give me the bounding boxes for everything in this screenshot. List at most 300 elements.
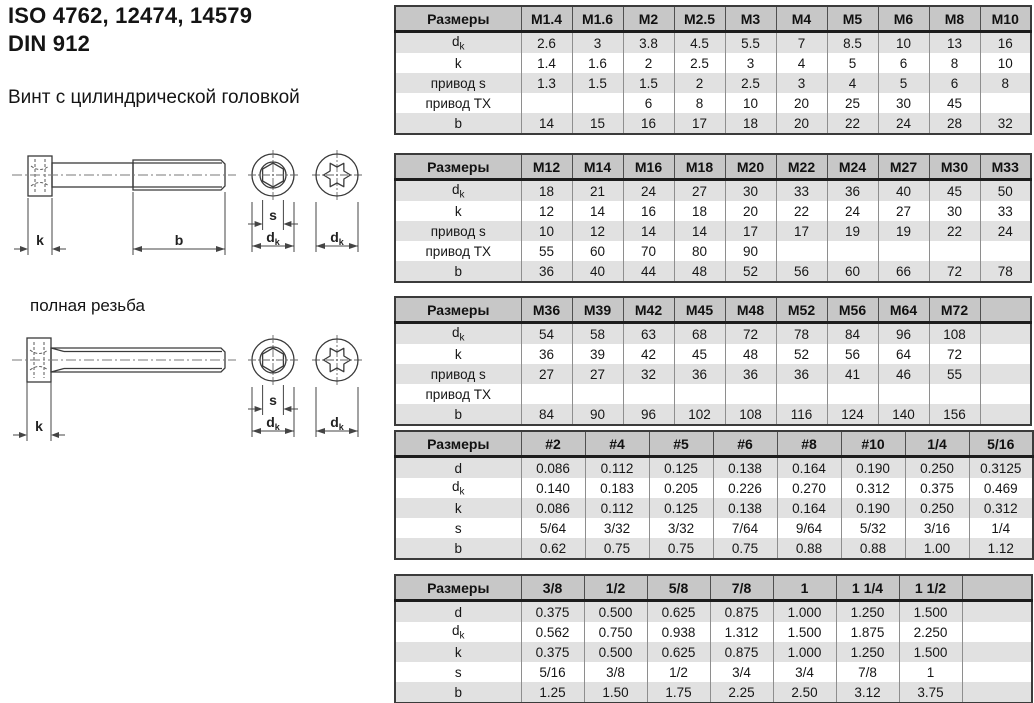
table-cell: 5: [827, 53, 878, 73]
table-cell: 3.75: [899, 682, 962, 703]
dimensions-table-1: [394, 5, 1032, 135]
table-row: [395, 682, 1032, 703]
table-cell: 0.140: [521, 478, 585, 498]
table-cell: 96: [878, 323, 929, 345]
table-cell: 3: [572, 32, 623, 54]
column-header: M33: [980, 154, 1031, 180]
table-cell: 3.12: [836, 682, 899, 703]
row-label: b: [395, 538, 521, 559]
table-row: [395, 113, 1031, 134]
table-cell: 52: [725, 261, 776, 282]
table-cell: 1.000: [773, 601, 836, 623]
table-cell: 7/64: [713, 518, 777, 538]
column-header: M52: [776, 297, 827, 323]
table-cell: 1.3: [521, 73, 572, 93]
row-label: привод TX: [425, 243, 491, 259]
table-cell: 52: [776, 344, 827, 364]
column-header: M6: [878, 6, 929, 32]
table-cell: 1.000: [773, 642, 836, 662]
table-cell: 3.8: [623, 32, 674, 54]
table-cell: 4.5: [674, 32, 725, 54]
column-header: #5: [649, 431, 713, 457]
table-cell: 1.500: [899, 642, 962, 662]
table-cell: 102: [674, 404, 725, 425]
table-cell: 24: [980, 221, 1031, 241]
table-cell: 0.750: [584, 622, 647, 642]
row-label: k: [395, 498, 521, 518]
table-cell: 20: [776, 113, 827, 134]
table-cell: [521, 93, 572, 113]
table-cell: 25: [827, 93, 878, 113]
table-cell: 27: [878, 201, 929, 221]
table-cell: 4: [827, 73, 878, 93]
table-cell: 6: [623, 93, 674, 113]
column-header: 5/16: [969, 431, 1033, 457]
column-header: 1/4: [905, 431, 969, 457]
column-header: M1.6: [572, 6, 623, 32]
table-cell: [962, 642, 1032, 662]
table-cell: 80: [674, 241, 725, 261]
table-cell: 8: [929, 53, 980, 73]
row-label: d: [395, 457, 521, 479]
table-cell: 14: [572, 201, 623, 221]
table-cell: 14: [674, 221, 725, 241]
screw-drawing-partial-thread: [8, 146, 370, 278]
dim-label-k: k: [35, 418, 43, 434]
column-header: M48: [725, 297, 776, 323]
column-header: #4: [585, 431, 649, 457]
column-header: M24: [827, 154, 878, 180]
table-cell: 156: [929, 404, 980, 425]
table-cell: 46: [878, 364, 929, 384]
table-cell: 0.164: [777, 457, 841, 479]
table-cell: 36: [674, 364, 725, 384]
table-cell: 124: [827, 404, 878, 425]
table-cell: [980, 364, 1031, 384]
table-cell: 3/32: [585, 518, 649, 538]
table-cell: 68: [674, 323, 725, 345]
column-header: M42: [623, 297, 674, 323]
row-label: $d_k$: [395, 323, 521, 345]
table-cell: 12: [521, 201, 572, 221]
column-header: 7/8: [710, 575, 773, 601]
column-header: M4: [776, 6, 827, 32]
dimension-lines: [14, 192, 225, 255]
table-cell: 4: [776, 53, 827, 73]
table-cell: 90: [572, 404, 623, 425]
table-cell: 0.164: [777, 498, 841, 518]
column-header: M20: [725, 154, 776, 180]
table-cell: 27: [521, 364, 572, 384]
column-header: #8: [777, 431, 841, 457]
table-cell: 14: [623, 221, 674, 241]
table-row: [395, 73, 1031, 93]
table-cell: 22: [929, 221, 980, 241]
table-row: [395, 93, 1031, 113]
dim-label-s: s: [269, 207, 277, 223]
table-cell: [827, 384, 878, 404]
table-cell: 27: [674, 180, 725, 202]
table-cell: 0.500: [584, 601, 647, 623]
column-header: M45: [674, 297, 725, 323]
table-cell: 0.112: [585, 457, 649, 479]
table-cell: [980, 241, 1031, 261]
column-header: [962, 575, 1032, 601]
dim-label-s: s: [269, 392, 277, 408]
table-cell: 45: [929, 180, 980, 202]
table-cell: 17: [674, 113, 725, 134]
table-row: [395, 364, 1031, 384]
table-cell: 0.270: [777, 478, 841, 498]
table-cell: 9/64: [777, 518, 841, 538]
dimensions-table-4: [394, 430, 1034, 560]
table-cell: 40: [878, 180, 929, 202]
table-cell: 10: [980, 53, 1031, 73]
column-header: 3/8: [521, 575, 584, 601]
table-cell: 44: [623, 261, 674, 282]
table-cell: 60: [572, 241, 623, 261]
dimension-tables: [394, 0, 1034, 703]
table-cell: [674, 384, 725, 404]
table-row: [395, 478, 1033, 498]
column-header: 1: [773, 575, 836, 601]
table-cell: 0.226: [713, 478, 777, 498]
row-label: привод s: [395, 221, 521, 241]
column-header: 1/2: [584, 575, 647, 601]
row-label: $d_k$: [451, 622, 465, 642]
table-cell: 140: [878, 404, 929, 425]
table-cell: [962, 601, 1032, 623]
table-cell: 8: [674, 93, 725, 113]
table-cell: 2.50: [773, 682, 836, 703]
screw-drawing-full-thread: [8, 318, 370, 453]
table-cell: 84: [827, 323, 878, 345]
table-cell: 0.190: [841, 498, 905, 518]
table-cell: 66: [878, 261, 929, 282]
table-cell: [776, 241, 827, 261]
column-header: M39: [572, 297, 623, 323]
table-cell: 72: [929, 261, 980, 282]
table-cell: 1.6: [572, 53, 623, 73]
dimensions-table-3: [394, 296, 1032, 426]
table-cell: 116: [776, 404, 827, 425]
column-header: M8: [929, 6, 980, 32]
table-cell: [962, 622, 1032, 642]
column-header: M10: [980, 6, 1031, 32]
table-cell: [980, 93, 1031, 113]
column-header: M3: [725, 6, 776, 32]
table-cell: [929, 241, 980, 261]
column-header: 1 1/2: [899, 575, 962, 601]
column-header: #2: [521, 431, 585, 457]
table-cell: 1.4: [521, 53, 572, 73]
column-header: M64: [878, 297, 929, 323]
iso-standards-title: ISO 4762, 12474, 14579: [8, 3, 253, 28]
table-row: [395, 518, 1033, 538]
table-cell: 48: [725, 344, 776, 364]
table-cell: 5/32: [841, 518, 905, 538]
product-name: Винт с цилиндрической головкой: [8, 87, 300, 108]
row-label: b: [395, 261, 521, 282]
column-header: M2.5: [674, 6, 725, 32]
table-cell: [980, 323, 1031, 345]
table-row: [395, 622, 1032, 642]
column-header: M27: [878, 154, 929, 180]
column-header: M2: [623, 6, 674, 32]
table-cell: 24: [623, 180, 674, 202]
table-cell: 1.25: [521, 682, 584, 703]
table-cell: 3/32: [649, 518, 713, 538]
table-cell: 58: [572, 323, 623, 345]
table-cell: 2.5: [725, 73, 776, 93]
table-cell: 56: [827, 344, 878, 364]
table-cell: 78: [776, 323, 827, 345]
column-header: 5/8: [647, 575, 710, 601]
table-cell: 8: [980, 73, 1031, 93]
column-header: M12: [521, 154, 572, 180]
table-cell: 0.875: [710, 642, 773, 662]
table-row: [395, 201, 1031, 221]
table-cell: 0.88: [841, 538, 905, 559]
table-row: [395, 384, 1031, 404]
table-cell: 18: [521, 180, 572, 202]
table-cell: 0.500: [584, 642, 647, 662]
dim-label-k: k: [36, 232, 44, 248]
table-cell: 33: [776, 180, 827, 202]
row-label: d: [395, 601, 521, 623]
table-cell: 0.250: [905, 498, 969, 518]
table-cell: 78: [980, 261, 1031, 282]
row-label: s: [454, 664, 462, 680]
table-cell: 1.50: [584, 682, 647, 703]
table-cell: 24: [827, 201, 878, 221]
table-cell: 22: [776, 201, 827, 221]
table-cell: 30: [929, 201, 980, 221]
table-cell: 2.5: [674, 53, 725, 73]
table-cell: 45: [929, 93, 980, 113]
table-corner-header: Размеры: [395, 154, 521, 180]
table-cell: [962, 682, 1032, 703]
table-cell: 2: [623, 53, 674, 73]
row-label: привод TX: [425, 386, 491, 402]
table-cell: [929, 384, 980, 404]
table-cell: 70: [623, 241, 674, 261]
table-cell: [980, 384, 1031, 404]
table-cell: 7: [776, 32, 827, 54]
table-cell: 30: [725, 180, 776, 202]
table-cell: 55: [929, 364, 980, 384]
table-cell: [878, 241, 929, 261]
table-cell: 63: [623, 323, 674, 345]
table-row: [395, 221, 1031, 241]
table-cell: 0.112: [585, 498, 649, 518]
table-cell: 36: [521, 344, 572, 364]
table-cell: 1: [899, 662, 962, 682]
table-row: [395, 180, 1031, 202]
table-cell: 1/4: [969, 518, 1033, 538]
row-label: b: [395, 404, 521, 425]
table-row: [395, 323, 1031, 345]
hex-socket-hidden-lines: [31, 159, 49, 193]
table-cell: 0.75: [713, 538, 777, 559]
table-cell: [521, 384, 572, 404]
table-cell: 10: [521, 221, 572, 241]
table-cell: 1.250: [836, 642, 899, 662]
table-corner-header: Размеры: [395, 297, 521, 323]
table-cell: [962, 662, 1032, 682]
table-cell: 96: [623, 404, 674, 425]
table-cell: 3/8: [584, 662, 647, 682]
dim-label-dk: $d_k$: [330, 414, 344, 432]
table-cell: 18: [725, 113, 776, 134]
table-cell: 21: [572, 180, 623, 202]
table-cell: 0.125: [649, 457, 713, 479]
table-row: [395, 261, 1031, 282]
table-cell: 0.190: [841, 457, 905, 479]
column-header: M36: [521, 297, 572, 323]
dim-label-dk: $d_k$: [266, 229, 280, 247]
dimensions-table-5: [394, 574, 1033, 703]
table-cell: 0.88: [777, 538, 841, 559]
dim-label-dk: $d_k$: [266, 414, 280, 432]
table-cell: 56: [776, 261, 827, 282]
table-cell: 7/8: [836, 662, 899, 682]
table-cell: 0.205: [649, 478, 713, 498]
table-cell: 16: [980, 32, 1031, 54]
table-corner-header: Размеры: [395, 431, 521, 457]
table-cell: [878, 384, 929, 404]
row-label: $d_k$: [395, 32, 521, 54]
table-cell: 108: [929, 323, 980, 345]
screw-side-view: [28, 156, 225, 196]
table-cell: 22: [827, 113, 878, 134]
table-cell: 0.469: [969, 478, 1033, 498]
table-cell: 60: [827, 261, 878, 282]
column-header: #10: [841, 431, 905, 457]
column-header: M30: [929, 154, 980, 180]
table-cell: 0.625: [647, 642, 710, 662]
table-row: [395, 241, 1031, 261]
table-cell: 48: [674, 261, 725, 282]
table-cell: 0.312: [969, 498, 1033, 518]
table-row: [395, 601, 1032, 623]
table-cell: [980, 404, 1031, 425]
table-cell: 16: [623, 113, 674, 134]
table-cell: 5/16: [521, 662, 584, 682]
table-cell: 10: [878, 32, 929, 54]
column-header: M16: [623, 154, 674, 180]
table-cell: 72: [929, 344, 980, 364]
table-cell: 2: [674, 73, 725, 93]
table-row: [395, 457, 1033, 479]
table-cell: 1.12: [969, 538, 1033, 559]
table-cell: 0.3125: [969, 457, 1033, 479]
table-cell: 0.62: [521, 538, 585, 559]
table-cell: 1.5: [623, 73, 674, 93]
table-cell: [980, 344, 1031, 364]
table-cell: 0.562: [521, 622, 584, 642]
table-cell: [572, 93, 623, 113]
table-cell: 0.75: [585, 538, 649, 559]
table-cell: 17: [776, 221, 827, 241]
table-cell: 36: [827, 180, 878, 202]
table-cell: 3: [776, 73, 827, 93]
table-cell: 40: [572, 261, 623, 282]
table-cell: 5.5: [725, 32, 776, 54]
table-cell: 1.5: [572, 73, 623, 93]
table-cell: 90: [725, 241, 776, 261]
table-cell: 0.312: [841, 478, 905, 498]
table-cell: 30: [878, 93, 929, 113]
column-header: M1.4: [521, 6, 572, 32]
table-cell: 0.183: [585, 478, 649, 498]
table-cell: 2.250: [899, 622, 962, 642]
row-label: k: [395, 642, 521, 662]
table-cell: 6: [929, 73, 980, 93]
table-row: [395, 662, 1032, 682]
table-cell: 5/64: [521, 518, 585, 538]
table-cell: 108: [725, 404, 776, 425]
table-cell: 3/4: [710, 662, 773, 682]
table-cell: 45: [674, 344, 725, 364]
row-label: k: [454, 203, 462, 219]
table-row: [395, 32, 1031, 54]
table-cell: 1.00: [905, 538, 969, 559]
table-cell: 20: [725, 201, 776, 221]
table-corner-header: Размеры: [395, 6, 521, 32]
table-cell: 28: [929, 113, 980, 134]
table-cell: 32: [980, 113, 1031, 134]
table-cell: 10: [725, 93, 776, 113]
table-cell: 19: [878, 221, 929, 241]
table-cell: 1.312: [710, 622, 773, 642]
table-corner-header: Размеры: [395, 575, 521, 601]
table-row: [395, 404, 1031, 425]
table-row: [395, 642, 1032, 662]
column-header: #6: [713, 431, 777, 457]
crosshair-centerlines: [248, 335, 362, 385]
column-header: M18: [674, 154, 725, 180]
table-cell: 3/4: [773, 662, 836, 682]
table-cell: 1.500: [899, 601, 962, 623]
row-label: привод s: [395, 73, 521, 93]
column-header: 1 1/4: [836, 575, 899, 601]
row-label: привод s: [395, 364, 521, 384]
row-label: s: [454, 520, 462, 536]
table-row: [395, 53, 1031, 73]
table-row: [395, 498, 1033, 518]
table-cell: 0.138: [713, 457, 777, 479]
table-cell: 36: [521, 261, 572, 282]
row-label: привод TX: [425, 95, 491, 111]
table-cell: 54: [521, 323, 572, 345]
table-cell: 20: [776, 93, 827, 113]
table-cell: 0.375: [905, 478, 969, 498]
table-cell: 72: [725, 323, 776, 345]
column-header: M56: [827, 297, 878, 323]
row-label: $d_k$: [451, 478, 465, 498]
table-cell: 36: [725, 364, 776, 384]
table-cell: 14: [521, 113, 572, 134]
table-cell: 12: [572, 221, 623, 241]
row-label: k: [454, 55, 462, 71]
din-standard-title: DIN 912: [8, 31, 91, 56]
row-label: $d_k$: [395, 180, 521, 202]
table-cell: 5: [878, 73, 929, 93]
table-cell: [725, 384, 776, 404]
table-cell: 0.75: [649, 538, 713, 559]
crosshair-centerlines: [248, 150, 362, 200]
